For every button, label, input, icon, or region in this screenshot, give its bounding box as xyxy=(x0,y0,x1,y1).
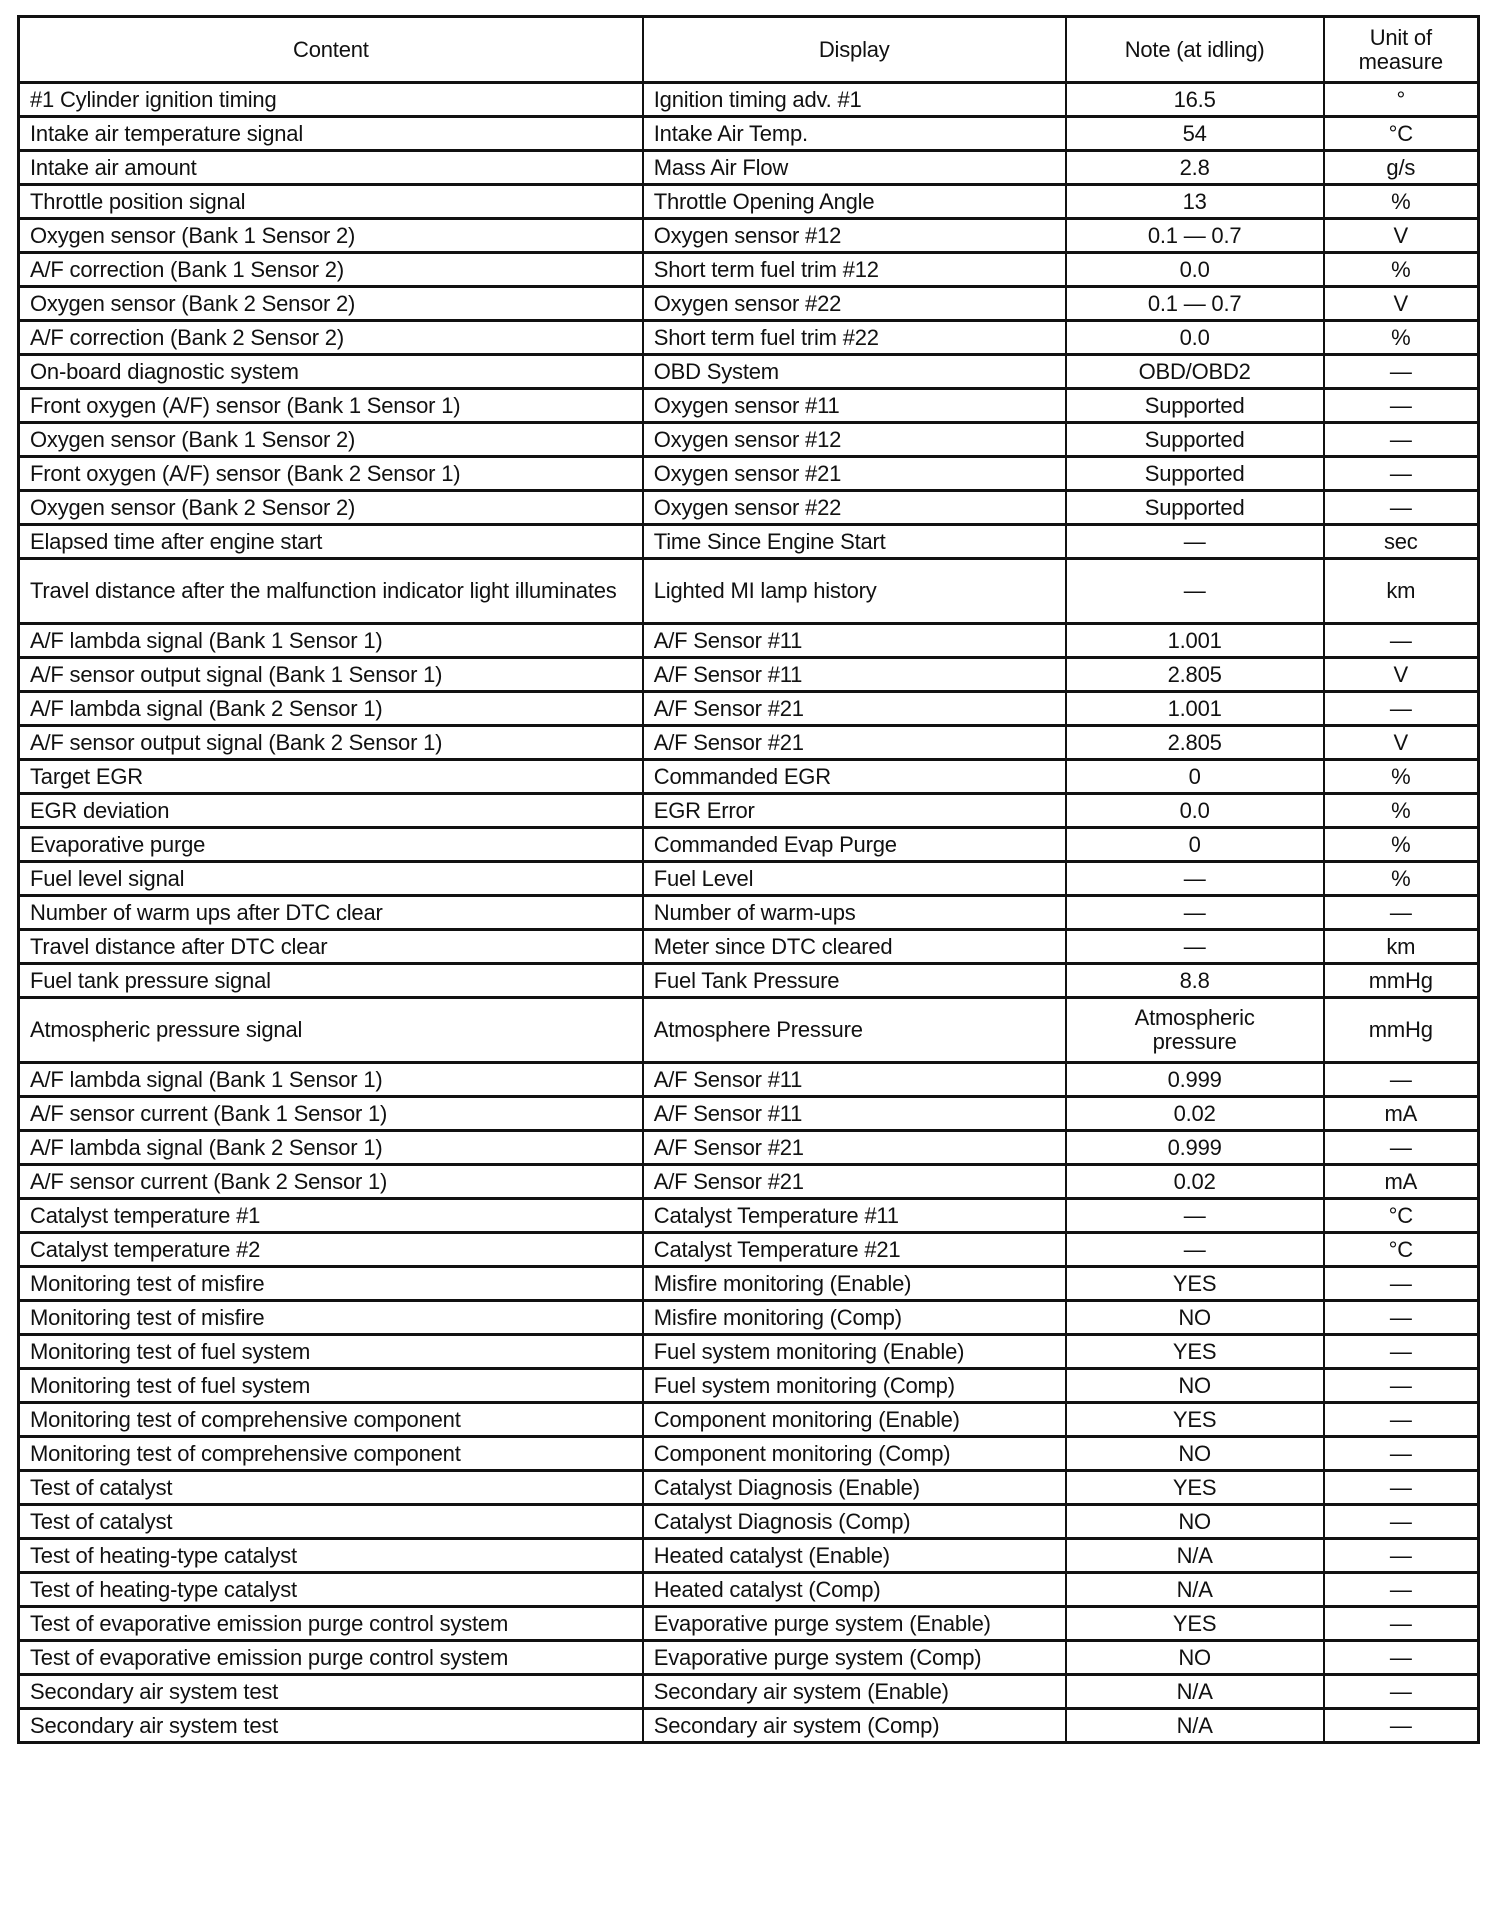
cell-display: Fuel system monitoring (Enable) xyxy=(643,1335,1066,1369)
cell-content: Fuel tank pressure signal xyxy=(19,964,643,998)
table-row xyxy=(19,219,1479,253)
table-row xyxy=(19,1131,1479,1165)
cell-display: Oxygen sensor #12 xyxy=(643,423,1066,457)
cell-content: Catalyst temperature #2 xyxy=(19,1233,643,1267)
cell-content: Fuel level signal xyxy=(19,862,643,896)
cell-unit: — xyxy=(1324,1267,1479,1301)
cell-note: YES xyxy=(1066,1607,1324,1641)
cell-note: — xyxy=(1066,525,1324,559)
cell-content: Test of heating-type catalyst xyxy=(19,1539,643,1573)
cell-content: Travel distance after the malfunction indicator light illuminates xyxy=(19,559,643,624)
cell-note: N/A xyxy=(1066,1675,1324,1709)
cell-content: On-board diagnostic system xyxy=(19,355,643,389)
cell-display: Evaporative purge system (Enable) xyxy=(643,1607,1066,1641)
cell-display: Component monitoring (Comp) xyxy=(643,1437,1066,1471)
cell-content: Number of warm ups after DTC clear xyxy=(19,896,643,930)
cell-unit: sec xyxy=(1324,525,1479,559)
cell-display: A/F Sensor #21 xyxy=(643,692,1066,726)
cell-display: Heated catalyst (Enable) xyxy=(643,1539,1066,1573)
cell-note: 0.999 xyxy=(1066,1063,1324,1097)
cell-note: 54 xyxy=(1066,117,1324,151)
cell-display: Fuel system monitoring (Comp) xyxy=(643,1369,1066,1403)
cell-content: Monitoring test of comprehensive component xyxy=(19,1437,643,1471)
table-row xyxy=(19,151,1479,185)
cell-unit: — xyxy=(1324,389,1479,423)
table-row xyxy=(19,1471,1479,1505)
cell-unit: V xyxy=(1324,219,1479,253)
cell-display: Misfire monitoring (Enable) xyxy=(643,1267,1066,1301)
table-row xyxy=(19,1199,1479,1233)
cell-unit: % xyxy=(1324,794,1479,828)
cell-unit: V xyxy=(1324,287,1479,321)
cell-note: YES xyxy=(1066,1403,1324,1437)
table-row xyxy=(19,1641,1479,1675)
table-row xyxy=(19,559,1479,624)
cell-unit: mA xyxy=(1324,1165,1479,1199)
cell-display: Meter since DTC cleared xyxy=(643,930,1066,964)
cell-note: 13 xyxy=(1066,185,1324,219)
cell-display: Misfire monitoring (Comp) xyxy=(643,1301,1066,1335)
table-row xyxy=(19,1097,1479,1131)
cell-content: Monitoring test of misfire xyxy=(19,1301,643,1335)
cell-note: N/A xyxy=(1066,1573,1324,1607)
cell-note: — xyxy=(1066,1233,1324,1267)
cell-note: 8.8 xyxy=(1066,964,1324,998)
cell-unit: mmHg xyxy=(1324,964,1479,998)
cell-content: Throttle position signal xyxy=(19,185,643,219)
cell-unit: — xyxy=(1324,491,1479,525)
cell-content: A/F correction (Bank 2 Sensor 2) xyxy=(19,321,643,355)
cell-display: Catalyst Temperature #11 xyxy=(643,1199,1066,1233)
cell-unit: % xyxy=(1324,862,1479,896)
cell-content: EGR deviation xyxy=(19,794,643,828)
cell-content: Monitoring test of misfire xyxy=(19,1267,643,1301)
cell-content: Secondary air system test xyxy=(19,1675,643,1709)
table-row xyxy=(19,862,1479,896)
cell-unit: — xyxy=(1324,692,1479,726)
cell-note: 2.805 xyxy=(1066,658,1324,692)
table-row xyxy=(19,525,1479,559)
cell-unit: — xyxy=(1324,1607,1479,1641)
cell-unit: — xyxy=(1324,457,1479,491)
cell-note: — xyxy=(1066,862,1324,896)
table-row xyxy=(19,726,1479,760)
cell-content: A/F sensor current (Bank 1 Sensor 1) xyxy=(19,1097,643,1131)
cell-content: A/F lambda signal (Bank 2 Sensor 1) xyxy=(19,1131,643,1165)
cell-display: Catalyst Temperature #21 xyxy=(643,1233,1066,1267)
cell-display: Number of warm-ups xyxy=(643,896,1066,930)
cell-note: Supported xyxy=(1066,389,1324,423)
cell-note: N/A xyxy=(1066,1539,1324,1573)
cell-display: Oxygen sensor #12 xyxy=(643,219,1066,253)
table-row xyxy=(19,1063,1479,1097)
cell-display: A/F Sensor #11 xyxy=(643,624,1066,658)
cell-display: A/F Sensor #21 xyxy=(643,1165,1066,1199)
cell-content: Elapsed time after engine start xyxy=(19,525,643,559)
cell-unit: — xyxy=(1324,896,1479,930)
cell-content: Evaporative purge xyxy=(19,828,643,862)
cell-display: Throttle Opening Angle xyxy=(643,185,1066,219)
table-row xyxy=(19,828,1479,862)
cell-content: A/F sensor output signal (Bank 2 Sensor 1) xyxy=(19,726,643,760)
header-unit: Unit of measure xyxy=(1324,17,1479,83)
cell-content: Secondary air system test xyxy=(19,1709,643,1743)
cell-note: NO xyxy=(1066,1301,1324,1335)
cell-content: Front oxygen (A/F) sensor (Bank 1 Sensor 1) xyxy=(19,389,643,423)
table-row xyxy=(19,321,1479,355)
table-row xyxy=(19,692,1479,726)
cell-note: NO xyxy=(1066,1369,1324,1403)
cell-content: Monitoring test of comprehensive component xyxy=(19,1403,643,1437)
cell-display: Oxygen sensor #22 xyxy=(643,287,1066,321)
table-row xyxy=(19,1437,1479,1471)
cell-note: Atmospheric pressure xyxy=(1066,998,1324,1063)
table-row xyxy=(19,253,1479,287)
cell-display: Secondary air system (Comp) xyxy=(643,1709,1066,1743)
table-row xyxy=(19,964,1479,998)
cell-content: Test of catalyst xyxy=(19,1471,643,1505)
cell-unit: % xyxy=(1324,828,1479,862)
cell-content: Oxygen sensor (Bank 2 Sensor 2) xyxy=(19,491,643,525)
data-monitor-table xyxy=(17,15,1480,1744)
cell-display: Heated catalyst (Comp) xyxy=(643,1573,1066,1607)
cell-display: Evaporative purge system (Comp) xyxy=(643,1641,1066,1675)
cell-note: 1.001 xyxy=(1066,624,1324,658)
cell-display: Intake Air Temp. xyxy=(643,117,1066,151)
cell-note: YES xyxy=(1066,1471,1324,1505)
cell-unit: °C xyxy=(1324,1199,1479,1233)
cell-unit: — xyxy=(1324,1573,1479,1607)
cell-note: 0.0 xyxy=(1066,794,1324,828)
cell-unit: — xyxy=(1324,1539,1479,1573)
cell-content: A/F lambda signal (Bank 2 Sensor 1) xyxy=(19,692,643,726)
table-row xyxy=(19,423,1479,457)
table-row xyxy=(19,760,1479,794)
cell-content: A/F lambda signal (Bank 1 Sensor 1) xyxy=(19,624,643,658)
cell-note: 2.805 xyxy=(1066,726,1324,760)
cell-note: 0 xyxy=(1066,828,1324,862)
cell-content: Target EGR xyxy=(19,760,643,794)
cell-unit: — xyxy=(1324,624,1479,658)
cell-unit: — xyxy=(1324,1369,1479,1403)
cell-display: Ignition timing adv. #1 xyxy=(643,83,1066,117)
cell-content: Travel distance after DTC clear xyxy=(19,930,643,964)
cell-note: — xyxy=(1066,1199,1324,1233)
cell-content: Oxygen sensor (Bank 1 Sensor 2) xyxy=(19,219,643,253)
cell-unit: — xyxy=(1324,1641,1479,1675)
table-row xyxy=(19,896,1479,930)
cell-unit: % xyxy=(1324,321,1479,355)
cell-note: NO xyxy=(1066,1505,1324,1539)
cell-note: Supported xyxy=(1066,457,1324,491)
cell-display: Commanded Evap Purge xyxy=(643,828,1066,862)
table-row xyxy=(19,1607,1479,1641)
cell-unit: km xyxy=(1324,930,1479,964)
table-row xyxy=(19,1505,1479,1539)
cell-content: Monitoring test of fuel system xyxy=(19,1335,643,1369)
table-row xyxy=(19,1403,1479,1437)
cell-display: Oxygen sensor #11 xyxy=(643,389,1066,423)
cell-content: A/F sensor output signal (Bank 1 Sensor 1) xyxy=(19,658,643,692)
cell-unit: % xyxy=(1324,760,1479,794)
cell-content: Oxygen sensor (Bank 1 Sensor 2) xyxy=(19,423,643,457)
cell-note: 1.001 xyxy=(1066,692,1324,726)
cell-display: Mass Air Flow xyxy=(643,151,1066,185)
cell-display: OBD System xyxy=(643,355,1066,389)
cell-unit: — xyxy=(1324,1131,1479,1165)
cell-note: OBD/OBD2 xyxy=(1066,355,1324,389)
table-row xyxy=(19,658,1479,692)
header-content: Content xyxy=(19,17,643,83)
cell-unit: — xyxy=(1324,1675,1479,1709)
cell-unit: — xyxy=(1324,355,1479,389)
header-note: Note (at idling) xyxy=(1066,17,1324,83)
cell-display: A/F Sensor #21 xyxy=(643,1131,1066,1165)
table-row xyxy=(19,1539,1479,1573)
cell-note: NO xyxy=(1066,1437,1324,1471)
cell-content: A/F sensor current (Bank 2 Sensor 1) xyxy=(19,1165,643,1199)
cell-display: Short term fuel trim #22 xyxy=(643,321,1066,355)
cell-unit: — xyxy=(1324,1709,1479,1743)
table-row xyxy=(19,930,1479,964)
cell-unit: % xyxy=(1324,253,1479,287)
cell-unit: ° xyxy=(1324,83,1479,117)
cell-note: Supported xyxy=(1066,491,1324,525)
cell-content: Test of evaporative emission purge control system xyxy=(19,1641,643,1675)
cell-note: — xyxy=(1066,559,1324,624)
cell-content: Intake air amount xyxy=(19,151,643,185)
table-row xyxy=(19,1267,1479,1301)
cell-content: Test of heating-type catalyst xyxy=(19,1573,643,1607)
cell-content: A/F correction (Bank 1 Sensor 2) xyxy=(19,253,643,287)
table-row xyxy=(19,1335,1479,1369)
cell-display: A/F Sensor #11 xyxy=(643,1063,1066,1097)
cell-unit: — xyxy=(1324,1301,1479,1335)
cell-content: Monitoring test of fuel system xyxy=(19,1369,643,1403)
cell-note: 0.1 — 0.7 xyxy=(1066,287,1324,321)
cell-content: Test of catalyst xyxy=(19,1505,643,1539)
cell-display: EGR Error xyxy=(643,794,1066,828)
cell-note: YES xyxy=(1066,1335,1324,1369)
table-row xyxy=(19,1301,1479,1335)
cell-note: — xyxy=(1066,930,1324,964)
cell-display: Short term fuel trim #12 xyxy=(643,253,1066,287)
cell-unit: — xyxy=(1324,423,1479,457)
table-row xyxy=(19,794,1479,828)
table-row xyxy=(19,1233,1479,1267)
cell-display: Time Since Engine Start xyxy=(643,525,1066,559)
cell-content: Intake air temperature signal xyxy=(19,117,643,151)
header-row xyxy=(19,17,1479,83)
cell-display: A/F Sensor #21 xyxy=(643,726,1066,760)
cell-content: Front oxygen (A/F) sensor (Bank 2 Sensor 1) xyxy=(19,457,643,491)
cell-unit: — xyxy=(1324,1335,1479,1369)
cell-note: 16.5 xyxy=(1066,83,1324,117)
cell-display: Secondary air system (Enable) xyxy=(643,1675,1066,1709)
cell-content: #1 Cylinder ignition timing xyxy=(19,83,643,117)
table-row xyxy=(19,998,1479,1063)
table-row xyxy=(19,287,1479,321)
cell-unit: mA xyxy=(1324,1097,1479,1131)
cell-note: N/A xyxy=(1066,1709,1324,1743)
cell-display: Component monitoring (Enable) xyxy=(643,1403,1066,1437)
cell-unit: V xyxy=(1324,658,1479,692)
cell-unit: V xyxy=(1324,726,1479,760)
cell-note: 0.02 xyxy=(1066,1097,1324,1131)
cell-unit: °C xyxy=(1324,1233,1479,1267)
cell-note: Supported xyxy=(1066,423,1324,457)
table-row xyxy=(19,624,1479,658)
table-row xyxy=(19,117,1479,151)
cell-display: A/F Sensor #11 xyxy=(643,1097,1066,1131)
cell-note: 0.0 xyxy=(1066,253,1324,287)
cell-unit: mmHg xyxy=(1324,998,1479,1063)
cell-content: Test of evaporative emission purge control system xyxy=(19,1607,643,1641)
cell-display: Commanded EGR xyxy=(643,760,1066,794)
cell-unit: °C xyxy=(1324,117,1479,151)
cell-display: Fuel Level xyxy=(643,862,1066,896)
table-row xyxy=(19,1573,1479,1607)
table-row xyxy=(19,389,1479,423)
cell-content: Oxygen sensor (Bank 2 Sensor 2) xyxy=(19,287,643,321)
cell-display: Oxygen sensor #22 xyxy=(643,491,1066,525)
cell-unit: km xyxy=(1324,559,1479,624)
cell-content: A/F lambda signal (Bank 1 Sensor 1) xyxy=(19,1063,643,1097)
table-row xyxy=(19,457,1479,491)
cell-unit: — xyxy=(1324,1063,1479,1097)
cell-note: 0.02 xyxy=(1066,1165,1324,1199)
cell-note: 0.0 xyxy=(1066,321,1324,355)
header-display: Display xyxy=(643,17,1066,83)
table-row xyxy=(19,355,1479,389)
cell-display: Catalyst Diagnosis (Comp) xyxy=(643,1505,1066,1539)
cell-display: Catalyst Diagnosis (Enable) xyxy=(643,1471,1066,1505)
cell-note: — xyxy=(1066,896,1324,930)
cell-unit: — xyxy=(1324,1471,1479,1505)
table-row xyxy=(19,83,1479,117)
table-row xyxy=(19,1165,1479,1199)
cell-display: A/F Sensor #11 xyxy=(643,658,1066,692)
cell-note: YES xyxy=(1066,1267,1324,1301)
cell-note: 0.999 xyxy=(1066,1131,1324,1165)
table-row xyxy=(19,185,1479,219)
cell-note: 0 xyxy=(1066,760,1324,794)
table-row xyxy=(19,491,1479,525)
cell-display: Fuel Tank Pressure xyxy=(643,964,1066,998)
cell-display: Lighted MI lamp history xyxy=(643,559,1066,624)
cell-display: Oxygen sensor #21 xyxy=(643,457,1066,491)
cell-unit: — xyxy=(1324,1505,1479,1539)
cell-display: Atmosphere Pressure xyxy=(643,998,1066,1063)
cell-unit: g/s xyxy=(1324,151,1479,185)
cell-content: Atmospheric pressure signal xyxy=(19,998,643,1063)
cell-note: 2.8 xyxy=(1066,151,1324,185)
table-row xyxy=(19,1675,1479,1709)
cell-note: NO xyxy=(1066,1641,1324,1675)
cell-note: 0.1 — 0.7 xyxy=(1066,219,1324,253)
cell-unit: — xyxy=(1324,1437,1479,1471)
table-row xyxy=(19,1369,1479,1403)
cell-unit: — xyxy=(1324,1403,1479,1437)
cell-unit: % xyxy=(1324,185,1479,219)
table-row xyxy=(19,1709,1479,1743)
cell-content: Catalyst temperature #1 xyxy=(19,1199,643,1233)
